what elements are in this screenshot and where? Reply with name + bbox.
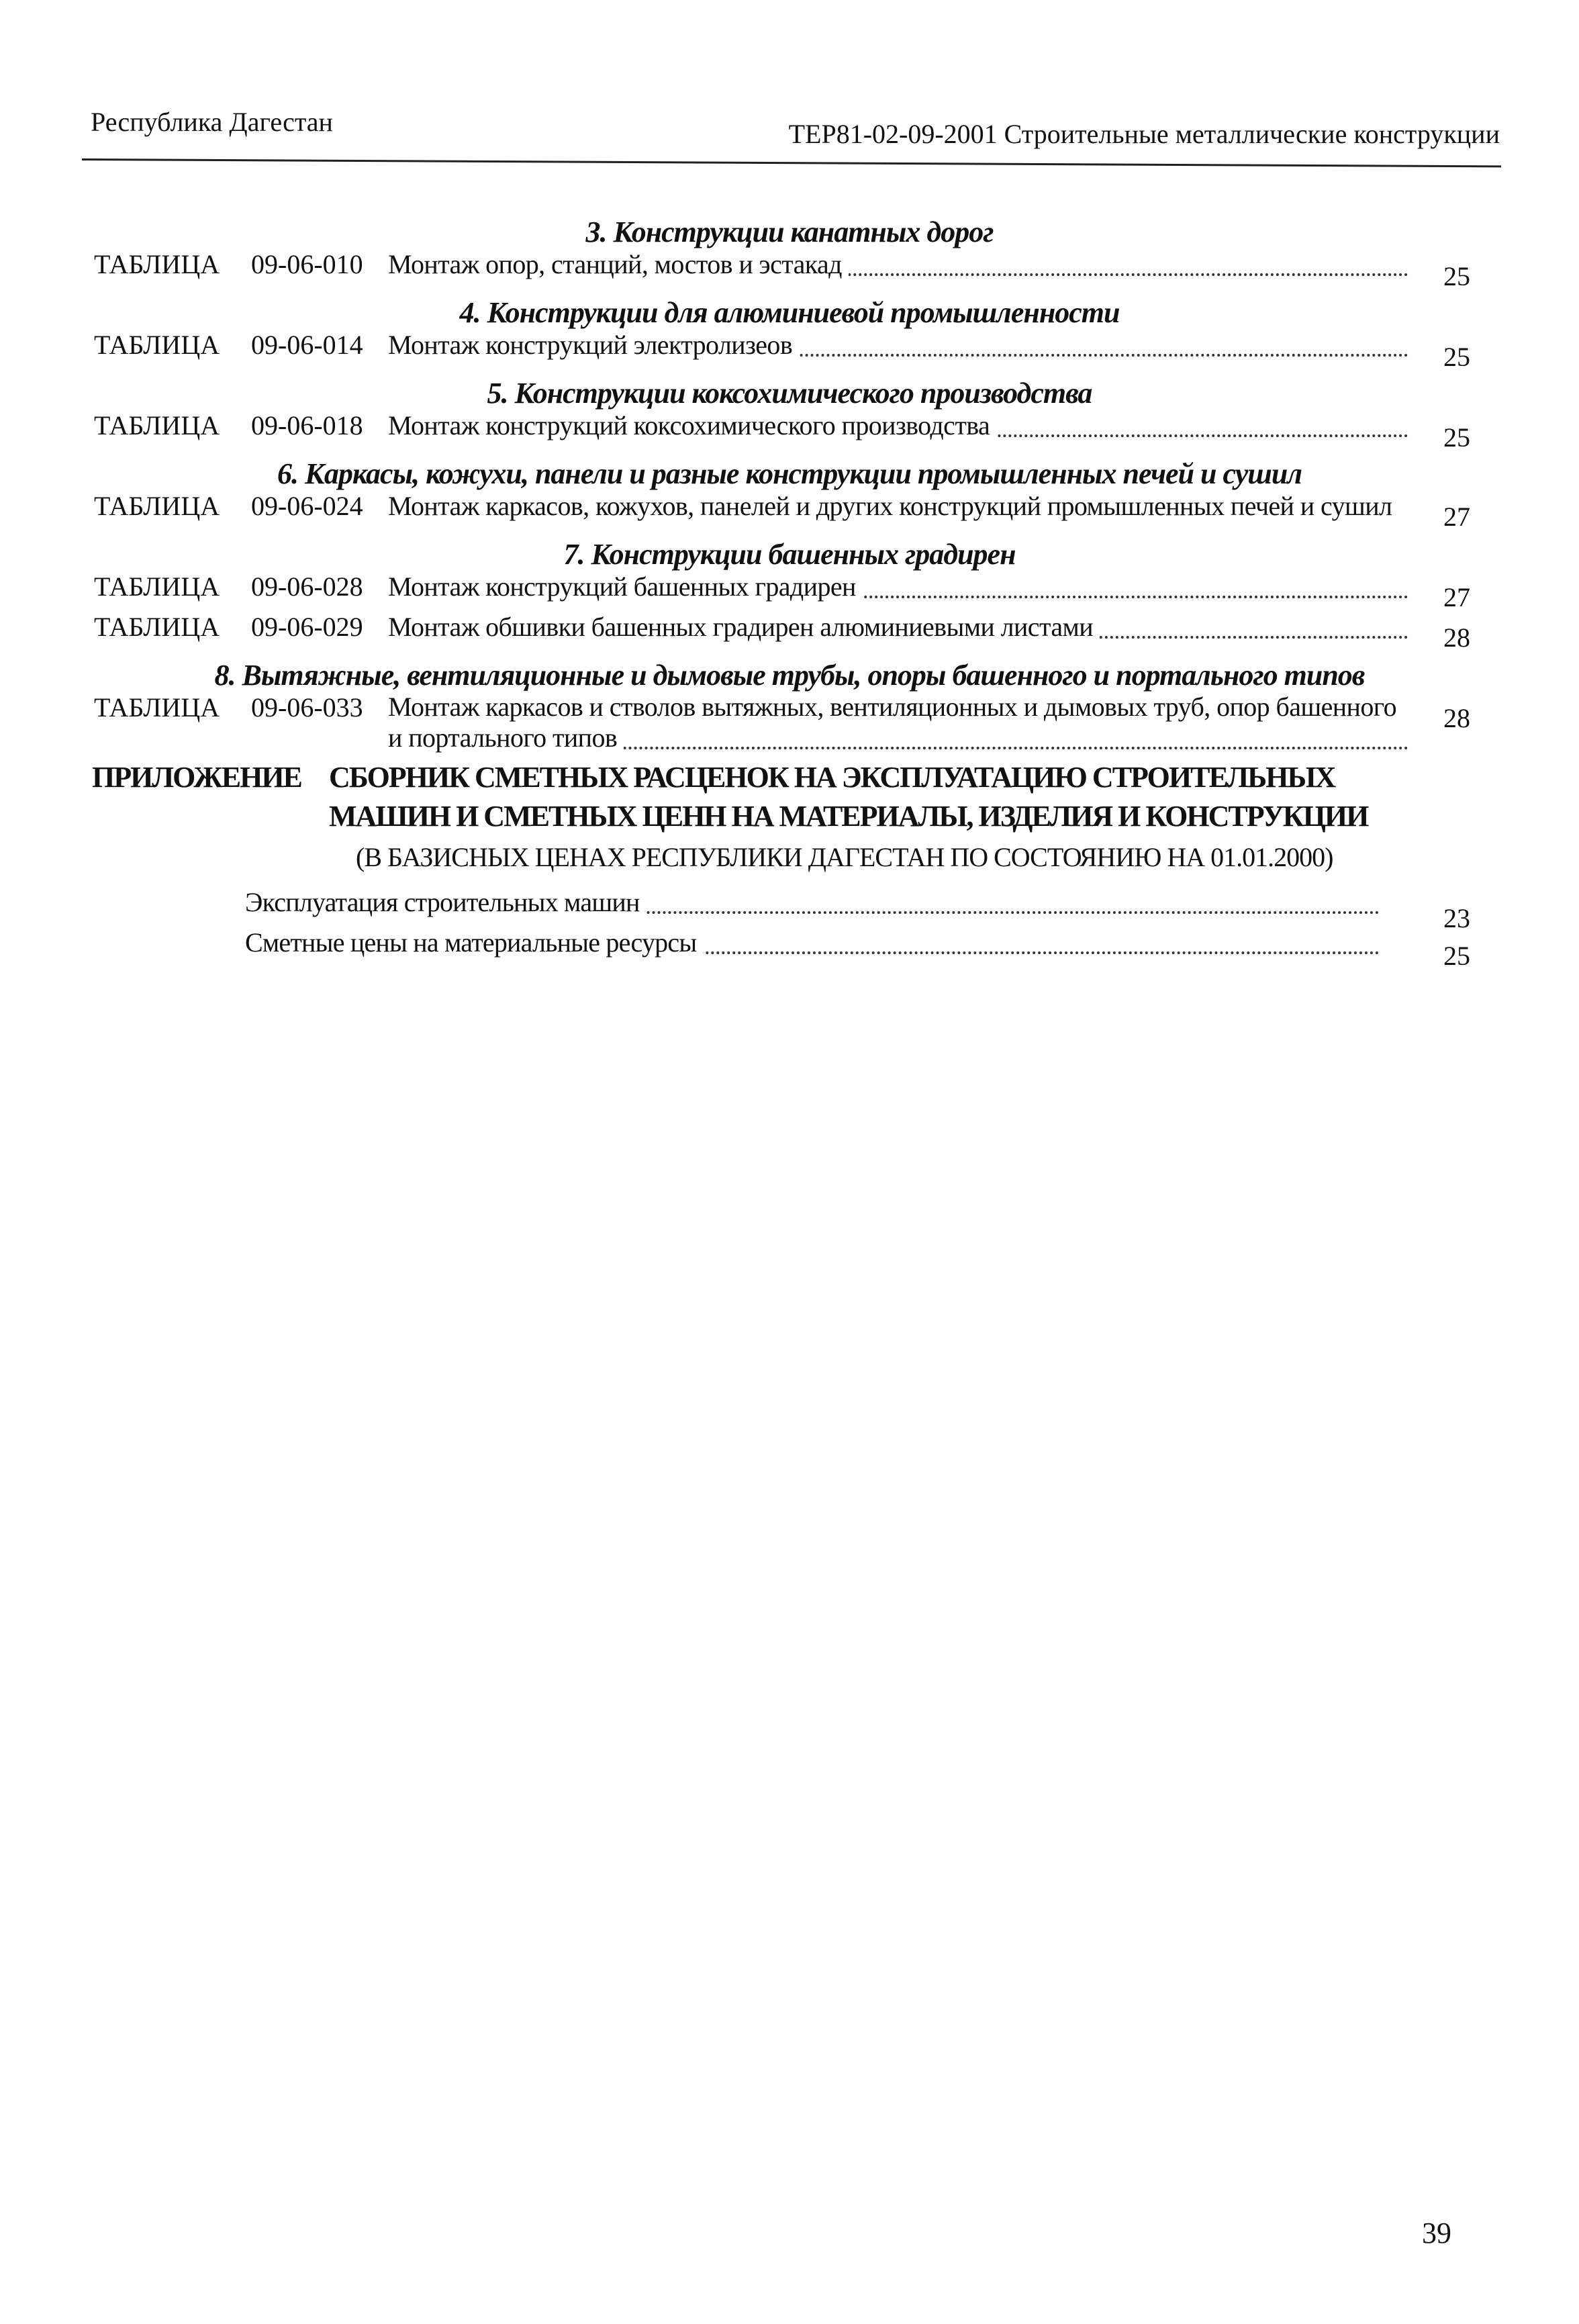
header-document-title: ТЕР81-02-09-2001 Строительные металлические конструкции [788, 119, 1500, 149]
page-ref: 28 [1443, 622, 1470, 653]
page-number: 39 [1422, 2217, 1451, 2249]
table-code: 09-06-029 [251, 612, 363, 642]
row-kind: ТАБЛИЦА [94, 491, 220, 521]
page-ref: 27 [1443, 502, 1470, 532]
table-code: 09-06-014 [251, 330, 363, 360]
section-heading-6: 6. Каркасы, кожухи, панели и разные конструкции промышленных печей и сушил [277, 457, 1302, 490]
table-code: 09-06-024 [251, 491, 363, 521]
section-heading-7: 7. Конструкции башенных градирен [563, 538, 1016, 571]
table-code: 09-06-018 [251, 410, 363, 440]
table-title: Монтаж каркасов, кожухов, панелей и других конструкций промышленных печей и сушил [388, 491, 1392, 521]
table-title-line-2: и портального типов [388, 723, 1408, 753]
header-region: Республика Дагестан [91, 107, 333, 137]
appendix-heading-line-2: МАШИН И СМЕТНЫХ ЦЕНН НА МАТЕРИАЛЫ, ИЗДЕЛИЯ И КОНСТРУКЦИИ [329, 800, 1368, 833]
page-ref: 23 [1443, 903, 1470, 933]
row-kind: ТАБЛИЦА [94, 571, 220, 602]
table-title: Монтаж конструкций электролизеов [388, 329, 1408, 361]
section-heading-3: 3. Конструкции канатных дорог [585, 216, 994, 248]
header-rule [82, 158, 1501, 167]
page-ref: 25 [1443, 261, 1470, 291]
section-heading-8: 8. Вытяжные, вентиляционные и дымовые трубы, опоры башенного и портального типов [214, 659, 1365, 692]
appendix-label: ПРИЛОЖЕНИЕ [92, 761, 301, 794]
appendix-item-title: Сметные цены на материальные ресурсы [245, 927, 1380, 958]
table-title [388, 692, 1408, 753]
page-ref: 25 [1443, 422, 1470, 453]
table-title: Монтаж конструкций коксохимического производства [388, 410, 1408, 441]
table-title: Монтаж опор, станций, мостов и эстакад [388, 248, 1408, 280]
table-code: 09-06-010 [251, 249, 363, 279]
page-ref: 28 [1443, 703, 1470, 733]
appendix-subheading: (В БАЗИСНЫХ ЦЕНАХ РЕСПУБЛИКИ ДАГЕСТАН ПО СОСТОЯНИЮ НА 01.01.2000) [356, 842, 1333, 872]
row-kind: ТАБЛИЦА [94, 410, 220, 440]
table-code: 09-06-033 [251, 692, 363, 723]
table-title: Монтаж обшивки башенных градирен алюминиевыми листами [388, 611, 1408, 643]
section-heading-5: 5. Конструкции коксохимического производства [487, 377, 1092, 410]
table-code: 09-06-028 [251, 571, 363, 602]
row-kind: ТАБЛИЦА [94, 612, 220, 642]
appendix-heading-line-1: СБОРНИК СМЕТНЫХ РАСЦЕНОК НА ЭКСПЛУАТАЦИЮ СТРОИТЕЛЬНЫХ [329, 761, 1335, 794]
table-title: Монтаж конструкций башенных градирен [388, 571, 1408, 602]
page-ref: 25 [1443, 941, 1470, 971]
appendix-item-title: Эксплуатация строительных машин [245, 886, 1380, 918]
row-kind: ТАБЛИЦА [94, 330, 220, 360]
table-title-line-1: Монтаж каркасов и стволов вытяжных, вентиляционных и дымовых труб, опор башенного [388, 692, 1396, 722]
row-kind: ТАБЛИЦА [94, 249, 220, 279]
row-kind: ТАБЛИЦА [94, 692, 220, 723]
page-ref: 27 [1443, 582, 1470, 612]
section-heading-4: 4. Конструкции для алюминиевой промышленности [459, 296, 1120, 329]
page-ref: 25 [1443, 342, 1470, 372]
